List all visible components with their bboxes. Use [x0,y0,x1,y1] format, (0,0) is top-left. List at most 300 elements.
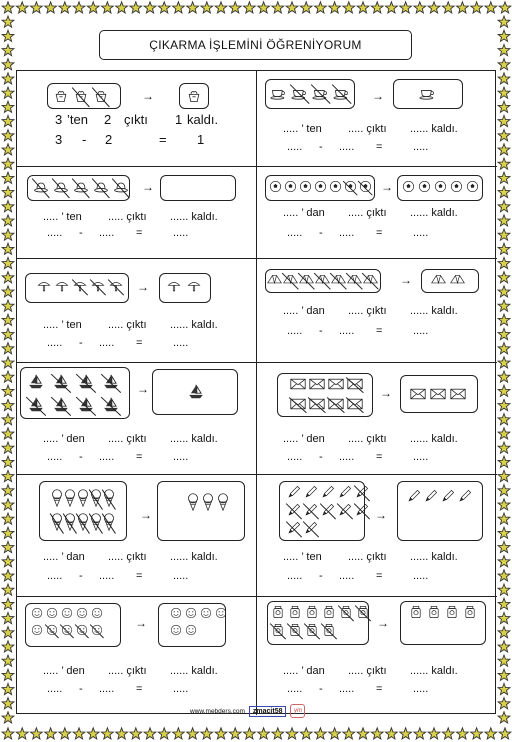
mushroom-icon [55,279,69,293]
tent-icon [267,272,282,287]
exercise-cell [257,167,497,259]
star-decoration [498,683,510,694]
star-decoration [498,698,510,709]
star-decoration [498,16,510,27]
ball-icon [284,180,297,193]
star-decoration [498,442,510,453]
mushroom-icon [37,279,51,293]
star-decoration [31,728,43,739]
minus-sign: - [319,325,323,337]
smiley-icon [46,607,58,619]
smiley-icon [170,624,182,636]
star-decoration [116,2,128,13]
equation-blank: ..... [47,451,63,463]
star-decoration [457,728,469,739]
minus-sign: - [319,141,323,153]
star-decoration [400,728,412,739]
star-decoration [2,428,14,439]
blank-remaining: ...... kaldı. [410,551,458,563]
star-decoration [2,186,14,197]
blank-remaining: ...... kaldı. [170,433,218,445]
ice-cream-icon [51,489,63,507]
star-decoration [2,541,14,552]
pencil-icon [304,485,318,499]
star-decoration [2,130,14,141]
blank-removed: ..... çıktı [348,305,387,317]
equation-blank: ..... [413,570,429,582]
star-decoration [498,399,510,410]
star-decoration [498,272,510,283]
star-decoration [286,728,298,739]
pencil-icon [441,489,455,503]
jar-icon [288,605,302,619]
star-decoration [2,300,14,311]
jar-icon [463,605,477,619]
star-decoration [2,627,14,638]
smiley-icon [31,607,43,619]
star-decoration [286,2,298,13]
star-decoration [498,243,510,254]
blank-start: ..... ’ den [43,433,85,445]
star-decoration [2,728,14,739]
star-decoration [2,2,14,13]
blank-remaining: ...... kaldı. [170,665,218,677]
arrow-icon: → [137,382,149,396]
star-decoration [173,728,185,739]
star-decoration [144,728,156,739]
equation-blank: ..... [173,570,189,582]
star-decoration [144,2,156,13]
star-decoration [2,59,14,70]
star-decoration [2,456,14,467]
star-decoration [498,485,510,496]
blank-removed: ..... çıktı [108,211,147,223]
jar-icon [305,605,319,619]
mushroom-icon [187,279,201,293]
equation-blank: ..... [339,683,355,695]
arrow-icon: → [372,89,384,103]
blank-removed: ..... çıktı [348,665,387,677]
equation-blank: ..... [339,451,355,463]
equation-blank: ..... [173,337,189,349]
ball-icon [299,180,312,193]
arrow-icon: → [377,616,389,630]
boat-icon [187,383,205,400]
equals-sign: = [136,227,143,239]
star-decoration [498,414,510,425]
blank-removed: ..... çıktı [108,433,147,445]
equation-blank: ..... [287,141,303,153]
equals-sign: = [376,141,383,153]
star-decoration [2,655,14,666]
equation-blank: ..... [173,683,189,695]
blank-removed: ..... çıktı [348,207,387,219]
blank-start: ..... ’ den [283,433,325,445]
mushroom-icon [167,279,181,293]
equation-blank: ..... [47,570,63,582]
equals-sign: = [376,325,383,337]
smiley-icon [185,624,197,636]
ice-cream-icon [202,493,214,511]
star-decoration [215,728,227,739]
star-decoration [87,728,99,739]
star-decoration [45,2,57,13]
star-decoration [315,2,327,13]
star-decoration [2,712,14,723]
star-decoration [343,728,355,739]
exercise-cell [257,71,497,167]
equation-blank: ..... [99,451,115,463]
equation-blank: ..... [99,683,115,695]
blank-start: ..... ’ dan [283,305,325,317]
blank-start: ..... ’ ten [283,551,322,563]
envelope-icon [309,377,325,391]
example-sentence: çıktı [124,112,148,127]
example-equation: 3 [55,132,63,147]
star-decoration [2,527,14,538]
star-decoration [498,59,510,70]
star-decoration [31,2,43,13]
star-decoration [498,130,510,141]
star-decoration [498,513,510,524]
star-decoration [498,357,510,368]
equals-sign: = [376,451,383,463]
smiley-icon [31,624,43,636]
blank-remaining: ...... kaldı. [170,211,218,223]
star-decoration [498,669,510,680]
smiley-icon [61,607,73,619]
minus-sign: - [79,337,83,349]
star-decoration [457,2,469,13]
equals-sign: = [136,451,143,463]
star-decoration [2,641,14,652]
star-decoration [187,2,199,13]
example-equation: 1 [197,132,205,147]
star-decoration [2,669,14,680]
envelope-icon [410,387,426,401]
equation-blank: ..... [413,227,429,239]
smiley-icon [170,607,182,619]
smiley-icon [215,607,227,619]
star-decoration [498,371,510,382]
star-decoration [2,499,14,510]
exercise-cell [17,167,257,259]
exercise-cell [257,475,497,597]
star-decoration [498,470,510,481]
star-decoration [187,728,199,739]
smiley-icon [185,607,197,619]
star-decoration [485,728,497,739]
minus-sign: - [319,570,323,582]
minus-sign: - [79,570,83,582]
star-decoration [2,470,14,481]
teacup-icon [419,84,437,102]
tent-icon [299,272,314,287]
ball-icon [344,180,357,193]
equation-blank: ..... [287,325,303,337]
equation-blank: ..... [339,570,355,582]
ice-cream-icon [187,493,199,511]
star-decoration [400,2,412,13]
ice-cream-icon [64,489,76,507]
arrow-icon: → [142,89,154,103]
star-decoration [386,728,398,739]
equals-sign: = [136,570,143,582]
ball-icon [418,180,431,193]
blank-removed: ..... çıktı [108,551,147,563]
blank-removed: ..... çıktı [348,433,387,445]
star-decoration [2,385,14,396]
blank-removed: ..... çıktı [348,551,387,563]
star-decoration [2,215,14,226]
jar-icon [427,605,441,619]
ice-cream-icon [217,493,229,511]
example-equation: - [82,132,87,147]
footer [190,702,305,720]
star-decoration [130,728,142,739]
star-decoration [386,2,398,13]
example-sentence: 3 [55,112,63,127]
smiley-icon [91,607,103,619]
tent-icon [283,272,298,287]
star-decoration [258,2,270,13]
equation-blank: ..... [173,451,189,463]
teacup-icon [270,84,288,102]
cup-icon [186,87,202,105]
pencil-icon [424,489,438,503]
equation-blank: ..... [99,337,115,349]
star-decoration [2,172,14,183]
star-decoration [2,158,14,169]
page-title [99,30,412,60]
star-decoration [471,2,483,13]
star-decoration [499,728,511,739]
jar-icon [445,605,459,619]
example-equation: = [159,132,167,147]
star-decoration [428,2,440,13]
example-sentence: 1 [175,112,183,127]
star-decoration [201,2,213,13]
arrow-icon: → [381,180,393,194]
exercise-cell [17,71,257,167]
star-decoration [498,385,510,396]
equation-blank: ..... [47,683,63,695]
minus-sign: - [319,451,323,463]
star-decoration [2,243,14,254]
star-decoration [2,272,14,283]
blank-start: ..... ’ ten [43,211,82,223]
star-decoration [2,144,14,155]
star-decoration [215,2,227,13]
ball-icon [450,180,463,193]
ice-cream-icon [77,489,89,507]
star-decoration [371,728,383,739]
star-decoration [498,570,510,581]
blank-remaining: ...... kaldı. [170,319,218,331]
arrow-icon: → [375,508,387,522]
example-equation: 2 [105,132,113,147]
equals-sign: = [376,570,383,582]
equation-blank: ..... [339,141,355,153]
example-sentence: 2 [104,112,112,127]
star-decoration [59,728,71,739]
star-decoration [498,527,510,538]
star-decoration [428,728,440,739]
star-decoration [498,286,510,297]
exercise-cell [17,597,257,715]
star-decoration [229,2,241,13]
envelope-icon [328,377,344,391]
boat-icon [77,373,95,390]
equation-blank: ..... [287,570,303,582]
equation-blank: ..... [287,683,303,695]
result-group-box [157,481,245,541]
star-decoration [258,728,270,739]
exercise-cell [17,475,257,597]
star-decoration [498,612,510,623]
star-decoration [498,598,510,609]
minus-sign: - [79,227,83,239]
star-decoration [2,73,14,84]
star-decoration [2,229,14,240]
tent-icon [450,272,465,287]
star-decoration [2,485,14,496]
arrow-icon: → [400,273,412,287]
boat-icon [27,396,45,413]
star-decoration [371,2,383,13]
tent-icon [331,272,346,287]
star-decoration [2,570,14,581]
minus-sign: - [319,683,323,695]
star-decoration [2,414,14,425]
pencil-icon [407,489,421,503]
minus-sign: - [79,451,83,463]
boat-icon [52,373,70,390]
ball-icon [434,180,447,193]
star-decoration [59,2,71,13]
star-decoration [498,215,510,226]
star-decoration [2,343,14,354]
pencil-icon [287,485,301,499]
star-decoration [498,655,510,666]
equation-blank: ..... [287,227,303,239]
star-decoration [471,728,483,739]
star-decoration [2,556,14,567]
boat-icon [102,373,120,390]
envelope-icon [290,377,306,391]
star-decoration [498,641,510,652]
star-decoration [498,30,510,41]
equation-blank: ..... [413,325,429,337]
star-decoration [498,499,510,510]
star-decoration [498,428,510,439]
exercise-cell [257,363,497,475]
star-decoration [272,728,284,739]
star-decoration [2,442,14,453]
star-decoration [73,2,85,13]
ball-icon [466,180,479,193]
star-decoration [2,683,14,694]
exercise-cell [17,363,257,475]
smiley-icon [200,607,212,619]
star-decoration [2,612,14,623]
blank-start: ..... ’ dan [283,207,325,219]
envelope-icon [450,387,466,401]
envelope-icon [430,387,446,401]
blank-remaining: ...... kaldı. [410,305,458,317]
arrow-icon: → [135,616,147,630]
result-group-box [160,175,236,201]
equation-blank: ..... [339,325,355,337]
star-decoration [2,314,14,325]
exercise-cell [257,259,497,363]
boat-icon [77,396,95,413]
star-decoration [498,328,510,339]
equals-sign: = [376,227,383,239]
star-decoration [2,115,14,126]
star-decoration [45,728,57,739]
star-decoration [414,728,426,739]
footer-site: www.mebders.com [190,707,245,715]
star-decoration [498,584,510,595]
equation-blank: ..... [47,337,63,349]
tent-icon [347,272,362,287]
star-decoration [2,328,14,339]
star-decoration [300,728,312,739]
star-decoration [2,30,14,41]
star-decoration [16,728,28,739]
star-decoration [357,2,369,13]
blank-remaining: ...... kaldı. [410,433,458,445]
blank-remaining: ...... kaldı. [170,551,218,563]
equation-blank: ..... [99,227,115,239]
star-decoration [2,584,14,595]
star-decoration [485,2,497,13]
equation-blank: ..... [287,451,303,463]
blank-remaining: ...... kaldı. [410,665,458,677]
blank-start: ..... ’ dan [283,665,325,677]
equation-blank: ..... [99,570,115,582]
star-decoration [2,399,14,410]
tent-icon [315,272,330,287]
star-decoration [498,87,510,98]
star-decoration [498,556,510,567]
star-decoration [2,371,14,382]
blank-start: ..... ’ ten [43,319,82,331]
ball-icon [359,180,372,193]
star-decoration [244,728,256,739]
exercise-cell [17,259,257,363]
blank-removed: ..... çıktı [108,319,147,331]
boat-icon [52,396,70,413]
equation-blank: ..... [173,227,189,239]
footer-code: zmacit58 [249,706,287,717]
blank-start: ..... ’ ten [283,123,322,135]
tent-icon [431,272,446,287]
tent-icon [363,272,378,287]
arrow-icon: → [140,508,152,522]
equation-blank: ..... [339,227,355,239]
star-decoration [498,144,510,155]
star-decoration [414,2,426,13]
blank-start: ..... ’ den [43,665,85,677]
star-decoration [498,158,510,169]
blank-remaining: ...... kaldı. [410,123,458,135]
star-decoration [87,2,99,13]
star-decoration [499,2,511,13]
star-decoration [498,541,510,552]
star-decoration [229,728,241,739]
